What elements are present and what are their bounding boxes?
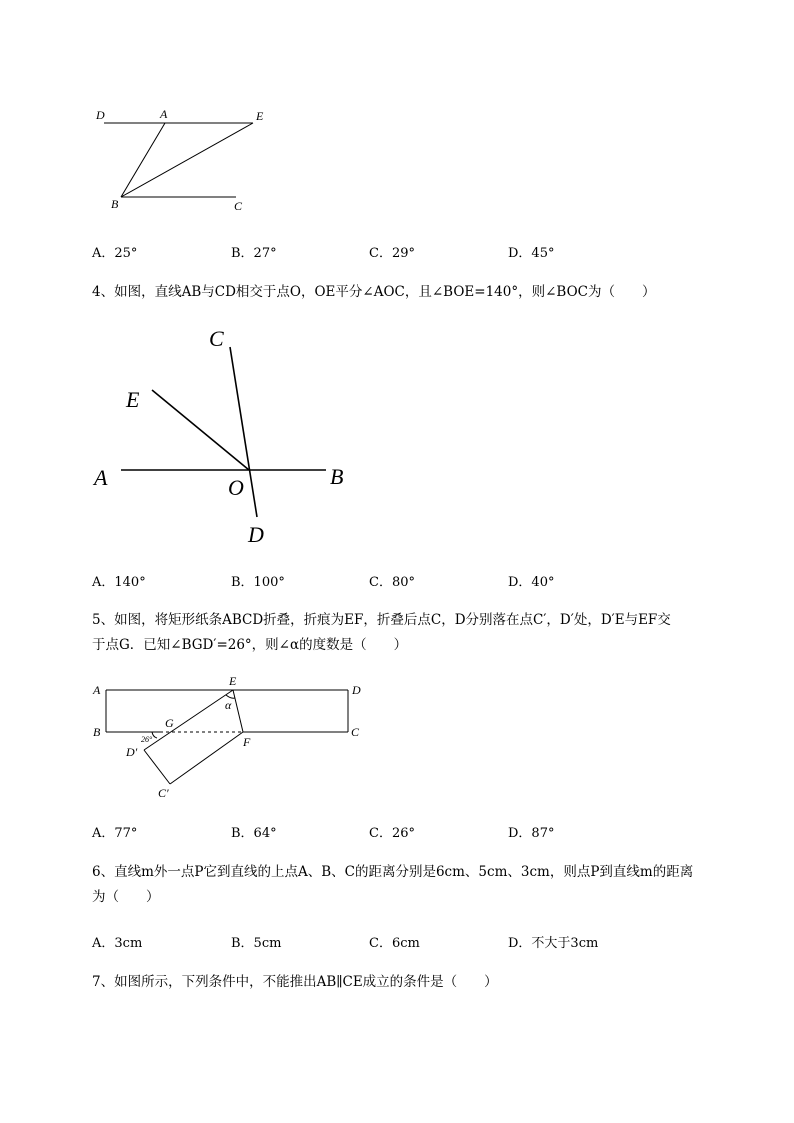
q3-option-a[interactable]: A．25° <box>92 246 138 261</box>
q6-option-a[interactable]: A．3cm <box>92 936 143 951</box>
q5-label-d: D <box>352 683 361 697</box>
q5-option-d[interactable]: D．87° <box>508 826 555 841</box>
q5-figure <box>88 674 378 804</box>
q3-label-b: B <box>111 197 119 211</box>
q4-options <box>92 571 732 591</box>
q5-label-26deg: 26° <box>141 735 153 744</box>
q4-ray-oe <box>152 390 249 470</box>
q5-label-f: F <box>243 735 251 749</box>
q7-text: 7、如图所示，下列条件中，不能推出AB∥CE成立的条件是（ ） <box>92 974 498 990</box>
q4-option-c[interactable]: C．80° <box>369 575 415 590</box>
q3-line-be <box>121 123 253 197</box>
q6-text-line2: 为（ ） <box>92 889 160 905</box>
q6-option-b[interactable]: B．5cm <box>231 936 282 951</box>
q3-options <box>92 242 732 262</box>
q5-label-g: G <box>165 716 174 730</box>
q4-label-b: B <box>330 464 344 489</box>
q3-label-e: E <box>256 109 264 123</box>
q5-fold-dc <box>144 750 170 784</box>
q4-label-e: E <box>126 387 140 412</box>
q5-26-arc <box>152 732 157 738</box>
q5-option-c[interactable]: C．26° <box>369 826 415 841</box>
q3-line-ab <box>121 123 165 197</box>
q6-options <box>92 932 732 952</box>
q5-option-b[interactable]: B．64° <box>231 826 277 841</box>
q5-label-cprime: C′ <box>158 786 169 800</box>
q5-text-line2: 于点G．已知∠BGD′=26°，则∠α的度数是（ ） <box>92 637 408 653</box>
q6-text-line1: 6、直线m外一点P它到直线的上点A、B、C的距离分别是6cm、5cm、3cm，则点P到直线m的距离 <box>92 864 694 880</box>
q5-fold-cf <box>170 732 243 784</box>
q4-figure <box>88 322 368 552</box>
q5-label-c: C <box>351 725 360 739</box>
q5-label-alpha: α <box>225 698 232 712</box>
q3-option-c[interactable]: C．29° <box>369 246 415 261</box>
q3-option-d[interactable]: D．45° <box>508 246 555 261</box>
q5-label-a: A <box>93 683 101 697</box>
q5-options <box>92 822 732 842</box>
q5-label-b: B <box>93 725 101 739</box>
q4-label-c: C <box>209 326 224 351</box>
q3-label-c: C <box>234 199 243 213</box>
q3-option-b[interactable]: B．27° <box>231 246 277 261</box>
q4-label-o: O <box>228 475 244 500</box>
q3-label-d: D <box>96 108 105 122</box>
q4-option-b[interactable]: B．100° <box>231 575 285 590</box>
q6-option-d[interactable]: D．不大于3cm <box>508 936 599 951</box>
q3-label-a: A <box>160 107 168 121</box>
q5-text-line1: 5、如图，将矩形纸条ABCD折叠，折痕为EF，折叠后点C，D分别落在点C′，D′处，D′E与EF交 <box>92 612 671 628</box>
q4-option-a[interactable]: A．140° <box>92 575 146 590</box>
q5-crease-ef <box>233 690 243 732</box>
q4-label-a: A <box>94 465 108 490</box>
q5-fold-ed <box>144 690 233 750</box>
q4-label-d: D <box>248 522 264 547</box>
q5-label-dprime: D′ <box>126 745 138 759</box>
q4-text: 4、如图，直线AB与CD相交于点O，OE平分∠AOC，且∠BOE=140°，则∠BOC为（ ） <box>92 284 656 300</box>
q5-option-a[interactable]: A．77° <box>92 826 138 841</box>
q4-option-d[interactable]: D．40° <box>508 575 555 590</box>
q5-label-e: E <box>229 674 237 688</box>
q6-option-c[interactable]: C．6cm <box>369 936 420 951</box>
q3-figure <box>88 100 278 215</box>
